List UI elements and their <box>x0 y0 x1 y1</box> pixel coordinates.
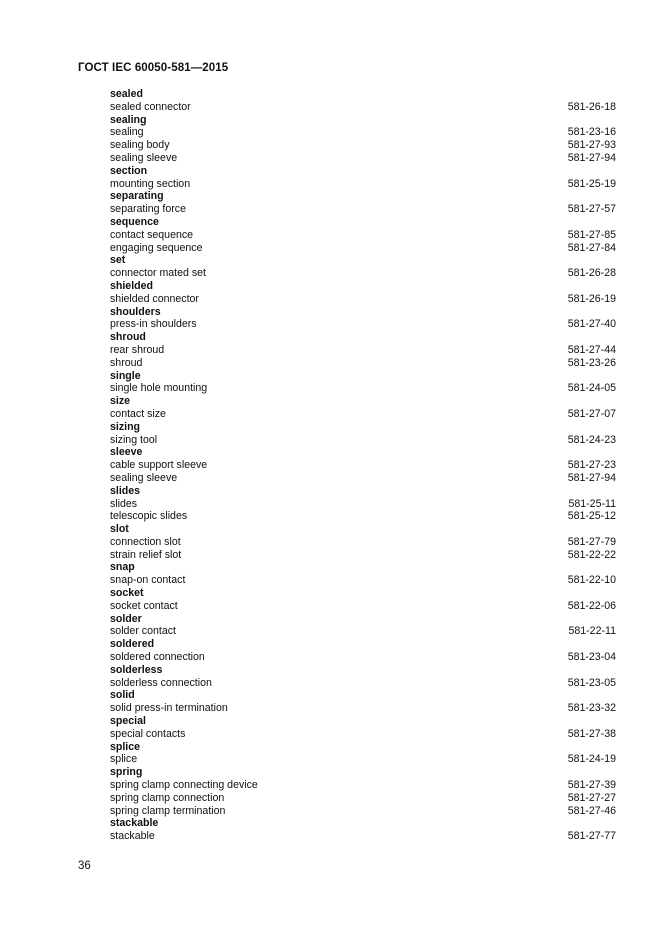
index-entry-reference: 581-23-04 <box>567 651 616 664</box>
index-entry-term: rear shroud <box>110 343 165 356</box>
index-entry-reference: 581-27-46 <box>567 804 616 817</box>
index-entry-reference: 581-27-07 <box>567 407 616 420</box>
index-group-title: single <box>110 369 141 382</box>
index-entry-reference: 581-27-27 <box>567 791 616 804</box>
index-entry <box>110 753 616 766</box>
index-entry <box>110 178 616 191</box>
index-entry-term: engaging sequence <box>110 241 203 254</box>
index-group-title: sizing <box>110 420 141 433</box>
index-entry-term: soldered connection <box>110 651 205 664</box>
index-entry <box>110 434 616 447</box>
index-entry <box>110 203 616 216</box>
index-entry-term: strain relief slot <box>110 548 182 561</box>
index-entry <box>110 779 616 792</box>
index-entry <box>110 625 616 638</box>
index-entry <box>110 357 616 370</box>
index-entry <box>110 293 616 306</box>
index-group-title: special <box>110 715 146 728</box>
index-entry <box>110 549 616 562</box>
index-entry-term: spring clamp connecting device <box>110 779 258 792</box>
index-entry <box>110 408 616 421</box>
index-entry-reference: 581-27-85 <box>567 228 616 241</box>
index-entry-reference: 581-27-39 <box>567 779 616 792</box>
index-entry-reference: 581-27-84 <box>567 241 616 254</box>
index-entry-reference: 581-27-23 <box>567 459 616 472</box>
index-entry-term: single hole mounting <box>110 382 208 395</box>
index-entry-reference: 581-26-19 <box>567 292 616 305</box>
index-entry-term: sealing body <box>110 139 170 152</box>
index-entry-term: press-in shoulders <box>110 318 197 331</box>
index-entry-reference: 581-26-18 <box>567 100 616 113</box>
index-entry-term: sealing <box>110 126 144 139</box>
index-entry-reference: 581-27-38 <box>567 727 616 740</box>
index-entry <box>110 382 616 395</box>
page-number: 36 <box>78 860 91 872</box>
index-entry <box>110 318 616 331</box>
index-group-title: stackable <box>110 817 159 830</box>
index-entry-reference: 581-25-11 <box>568 497 616 510</box>
index-group-title: size <box>110 395 131 408</box>
index-entry-term: separating force <box>110 203 186 216</box>
index-group-title: shielded <box>110 279 153 292</box>
index-entry <box>110 459 616 472</box>
index-entry <box>110 600 616 613</box>
index-entry-term: contact sequence <box>110 228 194 241</box>
index-entry-term: sealing sleeve <box>110 151 178 164</box>
index-entry-reference: 581-26-28 <box>567 267 616 280</box>
index-entry <box>110 651 616 664</box>
index-entry <box>110 498 616 511</box>
index-group-title: set <box>110 254 126 267</box>
index-entry-reference: 581-27-94 <box>567 471 616 484</box>
index-entry <box>110 242 616 255</box>
index-entry-term: connector mated set <box>110 267 206 280</box>
index-entry-reference: 581-22-10 <box>567 574 616 587</box>
document-header: ГОСТ IEC 60050-581—2015 <box>78 62 229 74</box>
index-group-title: sequence <box>110 215 159 228</box>
index-entry-term: stackable <box>110 830 155 843</box>
index-entry <box>110 728 616 741</box>
index-entry-reference: 581-24-05 <box>567 382 616 395</box>
index-entry-reference: 581-27-44 <box>567 343 616 356</box>
index-entry-term: shielded connector <box>110 292 199 305</box>
index-entry-term: sizing tool <box>110 433 158 446</box>
index-entry-reference: 581-22-22 <box>567 548 616 561</box>
index-group-title: shoulders <box>110 305 161 318</box>
index-entry-term: mounting section <box>110 177 191 190</box>
index-group-title: solderless <box>110 663 163 676</box>
index-group-title: sealed <box>110 88 143 100</box>
index-entry-reference: 581-23-26 <box>567 356 616 369</box>
index-entry-term: sealed connector <box>110 100 191 113</box>
index-entry <box>110 510 616 523</box>
index-entry-reference: 581-27-93 <box>567 139 616 152</box>
index-entry <box>110 229 616 242</box>
index-group-title: sleeve <box>110 446 143 459</box>
index-entry-reference: 581-27-57 <box>567 203 616 216</box>
index-group-title: snap <box>110 561 135 574</box>
index-group-title: section <box>110 164 148 177</box>
index-entry-term: telescopic slides <box>110 510 188 523</box>
index-entry-reference: 581-23-16 <box>567 126 616 139</box>
index-entry-term: cable support sleeve <box>110 459 208 472</box>
index-entry-reference: 581-22-11 <box>568 625 616 638</box>
index-entry-term: slides <box>110 497 138 510</box>
index-entry-term: spring clamp connection <box>110 791 225 804</box>
index-entry <box>110 574 616 587</box>
index-entry <box>110 472 616 485</box>
index-entry-term: solid press-in termination <box>110 702 228 715</box>
index-group-title: slides <box>110 484 141 497</box>
index-entry-reference: 581-25-19 <box>567 177 616 190</box>
index-entry <box>110 152 616 165</box>
index-entry <box>110 126 616 139</box>
index-entry-reference: 581-27-94 <box>567 151 616 164</box>
index-entry-reference: 581-24-23 <box>567 433 616 446</box>
index-entry <box>110 101 616 114</box>
index-group-title: solid <box>110 689 135 702</box>
index-entry <box>110 830 616 843</box>
index-entry-term: sealing sleeve <box>110 471 178 484</box>
index-entry-term: special contacts <box>110 727 186 740</box>
index-entry-reference: 581-24-19 <box>567 753 616 766</box>
index-group-title: spring <box>110 766 143 779</box>
index-entry-term: solderless connection <box>110 676 212 689</box>
index-entry-reference: 581-23-05 <box>567 676 616 689</box>
index-group-title: socket <box>110 587 144 600</box>
index-entry <box>110 267 616 280</box>
index-entry-reference: 581-25-12 <box>567 510 616 523</box>
index-entry-term: snap-on contact <box>110 574 186 587</box>
index-entry-term: shroud <box>110 356 143 369</box>
index-entry-term: socket contact <box>110 599 178 612</box>
index-group-title: shroud <box>110 331 146 344</box>
index-group-title: splice <box>110 740 141 753</box>
index-entry-term: splice <box>110 753 138 766</box>
index-entry-term: spring clamp termination <box>110 804 226 817</box>
index-entry-reference: 581-27-40 <box>567 318 616 331</box>
index-entry <box>110 139 616 152</box>
index-group-title: slot <box>110 523 129 536</box>
index-entry <box>110 344 616 357</box>
index-entry-reference: 581-27-77 <box>567 830 616 843</box>
index-entry-reference: 581-22-06 <box>567 599 616 612</box>
index-entry <box>110 677 616 690</box>
index-entry <box>110 792 616 805</box>
index-entry-reference: 581-27-79 <box>567 535 616 548</box>
index-entry <box>110 536 616 549</box>
index-entry-term: connection slot <box>110 535 181 548</box>
index-entry-term: contact size <box>110 407 166 420</box>
index-entry <box>110 805 616 818</box>
index-entry-reference: 581-23-32 <box>567 702 616 715</box>
index-group-title: sealing <box>110 113 147 126</box>
index-group-title: separating <box>110 190 164 203</box>
index-group-title: soldered <box>110 638 155 651</box>
term-index-list <box>110 88 616 843</box>
index-entry-term: solder contact <box>110 625 176 638</box>
index-group-title: solder <box>110 612 142 625</box>
index-entry <box>110 702 616 715</box>
